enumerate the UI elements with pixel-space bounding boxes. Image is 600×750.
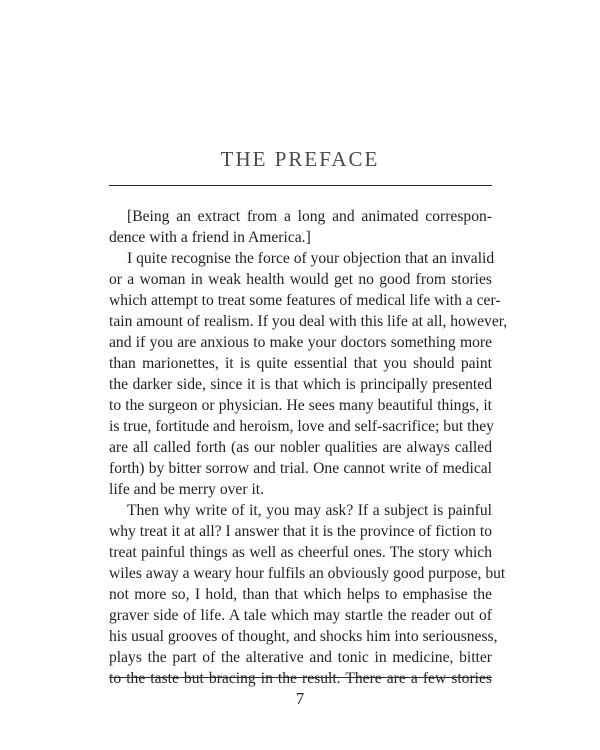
text-line: [Being an extract from a long and animated correspon- (127, 208, 492, 225)
text-line: dence with a friend in America.] (109, 229, 311, 246)
text-line: to the surgeon or physician. He sees many beautiful things, it (109, 397, 492, 414)
text-line: are all called forth (as our nobler qualities are always called (109, 439, 492, 456)
text-line: treat painful things as well as cheerful ones. The story which (109, 544, 492, 561)
bottom-rule (109, 677, 492, 678)
text-line: plays the part of the alterative and tonic in medicine, bitter (109, 649, 492, 666)
text-line: not more so, I hold, than that which helps to emphasise the (109, 586, 492, 603)
top-rule (109, 185, 492, 186)
text-line: which attempt to treat some features of medical life with a cer- (109, 292, 501, 309)
text-line: or a woman in weak health would get no good from stories (109, 271, 492, 288)
text-line: life and be merry over it. (109, 481, 265, 498)
text-line: is true, fortitude and heroism, love and self-sacrifice; but they (109, 418, 494, 435)
text-line: and if you are anxious to make your doctors something more (109, 334, 492, 351)
text-line: forth) by bitter sorrow and trial. One cannot write of medical (109, 460, 492, 477)
text-line: graver side of life. A tale which may startle the reader out of (109, 607, 492, 624)
text-line: why treat it at all? I answer that it is the province of fiction to (109, 523, 492, 540)
page-number: 7 (295, 689, 305, 708)
text-line: I quite recognise the force of your objection that an invalid (127, 250, 495, 267)
text-line: wiles away a weary hour fulfils an obviously good purpose, but (109, 565, 506, 582)
text-line: his usual grooves of thought, and shocks him into seriousness, (109, 628, 498, 645)
text-line: tain amount of realism. If you deal with this life at all, however, (109, 313, 508, 330)
text-line: Then why write of it, you may ask? If a subject is painful (127, 502, 492, 519)
text-line: than marionettes, it is quite essential that you should paint (109, 355, 492, 372)
text-line: to the taste but bracing in the result. There are a few stories (109, 670, 492, 687)
body-text (109, 206, 508, 689)
page-title: THE PREFACE (220, 147, 380, 171)
text-line: the darker side, since it is that which is principally presented (109, 376, 492, 393)
